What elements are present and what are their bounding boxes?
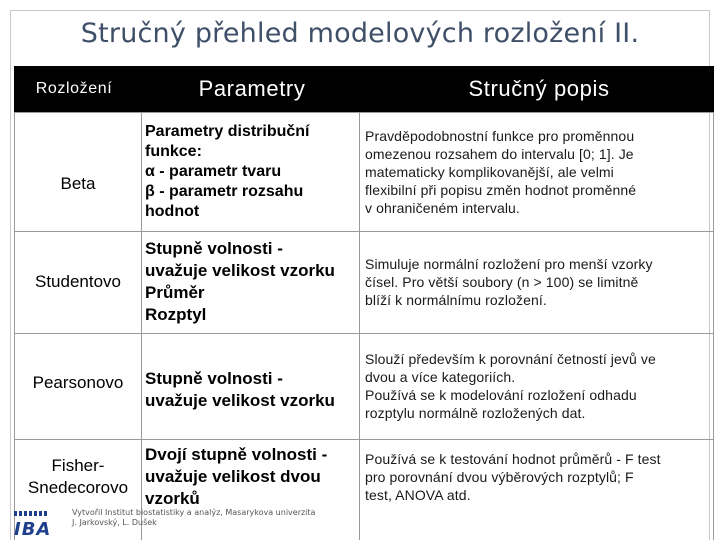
- desc-line: Používá se k modelování rozložení odhadu: [365, 387, 637, 403]
- table-row-beta-params: [141, 113, 359, 231]
- param-line: Rozptyl: [145, 305, 207, 324]
- slide-title: Stručný přehled modelových rozložení II.: [80, 18, 640, 49]
- param-line: Parametry distribuční: [145, 123, 310, 140]
- header-parameters: Parametry: [198, 76, 306, 101]
- table-row-fisher-desc: [359, 439, 715, 515]
- desc-line: Simuluje normální rozložení pro menší vzorky: [365, 256, 653, 272]
- desc-line: flexibilní při popisu změn hodnot proměnné: [365, 182, 637, 198]
- desc-line: test, ANOVA atd.: [365, 487, 471, 503]
- footer-credits: [72, 508, 315, 528]
- distribution-name: Pearsonovo: [32, 373, 124, 392]
- param-line: funkce:: [145, 143, 202, 160]
- desc-line: Slouží především k porovnání četností jevů ve: [365, 351, 656, 367]
- desc-line: dvou a více kategoriích.: [365, 369, 516, 385]
- param-line: Průměr: [145, 283, 205, 302]
- distribution-table: [14, 112, 714, 540]
- desc-line: matematicky komplikovanější, ale velmi: [365, 164, 614, 180]
- distribution-name: Snedecorovo: [27, 478, 129, 497]
- table-row-student-desc: [359, 231, 715, 333]
- param-line: Dvojí stupně volnosti -: [145, 445, 328, 464]
- param-line: Stupně volnosti -: [145, 369, 283, 388]
- table-row-pearson-params: [141, 333, 359, 439]
- desc-line: omezenou rozsahem do intervalu [0; 1]. Je: [365, 146, 634, 162]
- desc-line: Používá se k testování hodnot průměrů - F test: [365, 451, 661, 467]
- desc-line: pro porovnání dvou výběrových rozptylů; F: [365, 469, 634, 485]
- desc-line: blíží k normálnímu rozložení.: [365, 292, 547, 308]
- distribution-name: Fisher-: [51, 456, 105, 475]
- table-header: [14, 66, 714, 112]
- header-distribution: Rozložení: [35, 80, 113, 97]
- param-line: Stupně volnosti -: [145, 239, 283, 258]
- param-line: hodnot: [145, 203, 200, 220]
- distribution-name: Studentovo: [34, 272, 121, 291]
- table-row-fisher-params: [141, 439, 359, 515]
- slide-footer: [10, 505, 710, 540]
- desc-line: v ohraničeném intervalu.: [365, 200, 520, 216]
- param-line: vzorků: [145, 489, 200, 508]
- desc-line: čísel. Pro větší soubory (n > 100) se limitně: [365, 274, 639, 290]
- table-row-beta-desc: [359, 113, 715, 231]
- table-row-student-name: [15, 231, 141, 333]
- credit-line: J. Jarkovský, L. Dušek: [72, 518, 157, 527]
- iba-logo: IBA: [14, 519, 52, 540]
- table-row-student-params: [141, 231, 359, 333]
- param-line: α - parametr tvaru: [145, 163, 282, 180]
- table-row-pearson-desc: [359, 333, 715, 439]
- table-row-pearson-name: [15, 333, 141, 439]
- distribution-name: Beta: [60, 174, 96, 193]
- table-row-beta-name: [15, 113, 141, 231]
- param-line: uvažuje velikost dvou: [145, 467, 321, 486]
- header-description: Stručný popis: [468, 76, 610, 101]
- table-row-fisher-name: [15, 439, 141, 515]
- param-line: uvažuje velikost vzorku: [145, 391, 335, 410]
- param-line: β - parametr rozsahu: [145, 183, 304, 200]
- desc-line: rozptylu normálně rozložených dat.: [365, 405, 586, 421]
- logo-stripes: [14, 511, 48, 516]
- param-line: uvažuje velikost vzorku: [145, 261, 335, 280]
- credit-line: Vytvořil Institut biostatistiky a analýz, Masarykova univerzita: [72, 508, 316, 517]
- desc-line: Pravděpodobnostní funkce pro proměnnou: [365, 128, 635, 144]
